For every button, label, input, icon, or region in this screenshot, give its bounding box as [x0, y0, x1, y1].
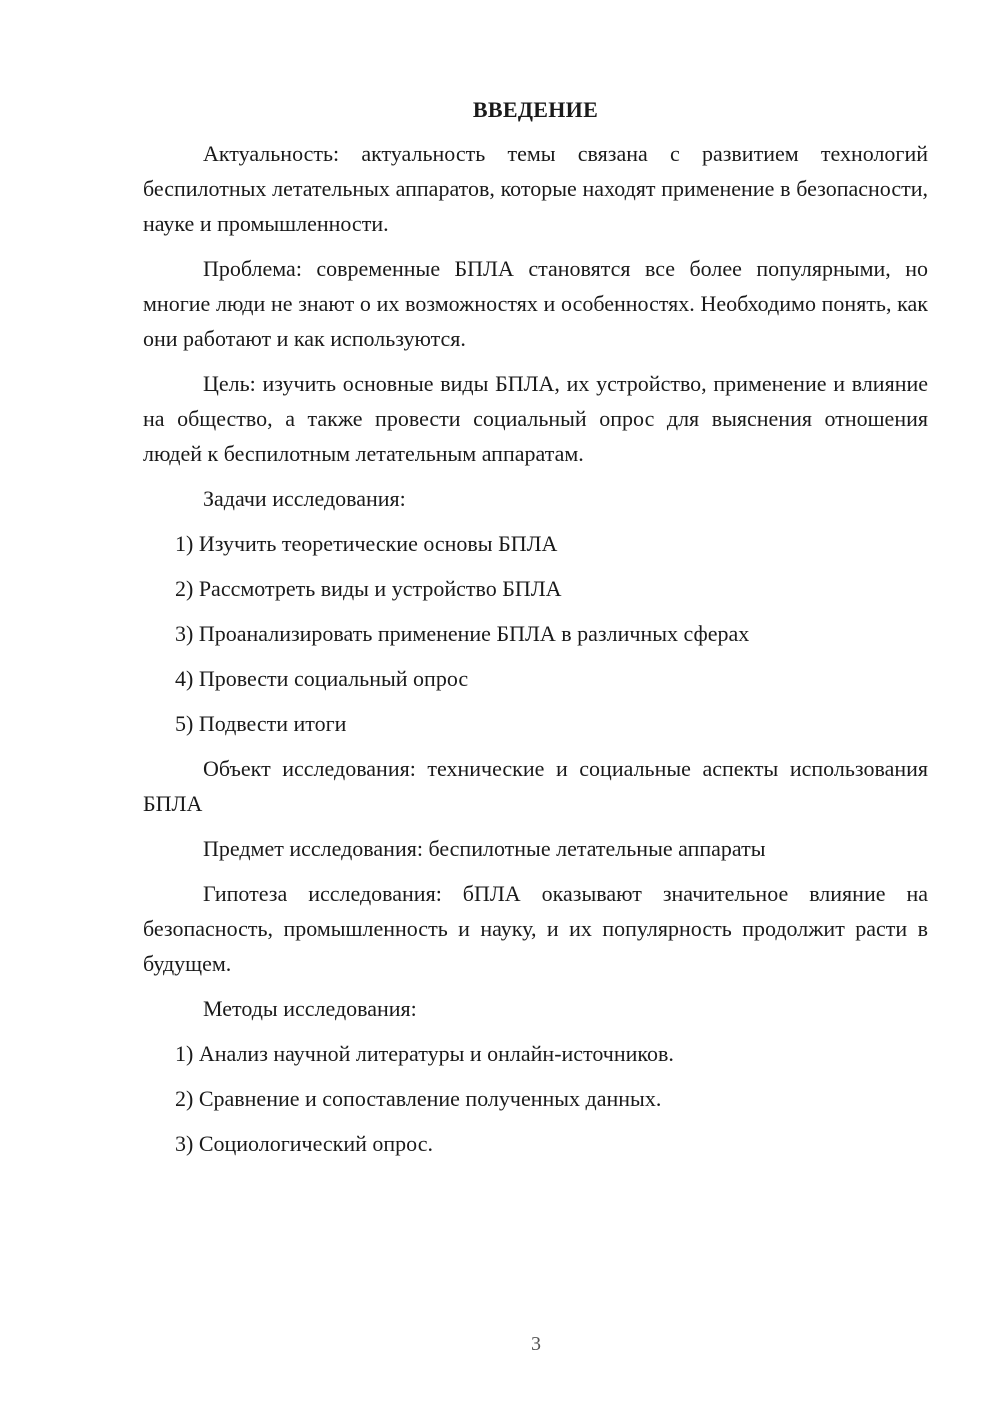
list-item: 2) Рассмотреть виды и устройство БПЛА — [175, 576, 562, 601]
problem-paragraph: Проблема: современные БПЛА становятся все более популярными, но многие люди не знают о их возможностях и особенностях. Необходимо понять, как они работают и как используются. — [143, 256, 928, 351]
methods-title: Методы исследования: — [203, 996, 417, 1021]
list-item: 1) Изучить теоретические основы БПЛА — [175, 531, 558, 556]
subject-paragraph: Предмет исследования: беспилотные летательные аппараты — [203, 836, 766, 861]
tasks-title: Задачи исследования: — [203, 486, 406, 511]
list-item: 3) Социологический опрос. — [175, 1131, 433, 1156]
hypothesis-paragraph: Гипотеза исследования: бПЛА оказывают значительное влияние на безопасность, промышленность и науку, и их популярность продолжит расти в будущем. — [143, 881, 928, 976]
tasks-list — [143, 526, 928, 741]
goal-paragraph: Цель: изучить основные виды БПЛА, их устройство, применение и влияние на общество, а также провести социальный опрос для выяснения отношения людей к беспилотным летательным аппаратам. — [143, 371, 928, 466]
list-item: 1) Анализ научной литературы и онлайн-источников. — [175, 1041, 674, 1066]
relevance-paragraph: Актуальность: актуальность темы связана с развитием технологий беспилотных летательных аппаратов, которые находят применение в безопасности, науке и промышленности. — [143, 141, 928, 236]
list-item: 2) Сравнение и сопоставление полученных данных. — [175, 1086, 662, 1111]
list-item: 3) Проанализировать применение БПЛА в различных сферах — [175, 621, 750, 646]
list-item: 5) Подвести итоги — [175, 711, 347, 736]
page-title: ВВЕДЕНИЕ — [472, 97, 599, 122]
list-item: 4) Провести социальный опрос — [175, 666, 469, 691]
page-number: 3 — [531, 1333, 541, 1355]
object-paragraph: Объект исследования: технические и социальные аспекты использования БПЛА — [143, 756, 928, 816]
methods-list — [143, 1036, 928, 1161]
document-page — [143, 95, 928, 1171]
